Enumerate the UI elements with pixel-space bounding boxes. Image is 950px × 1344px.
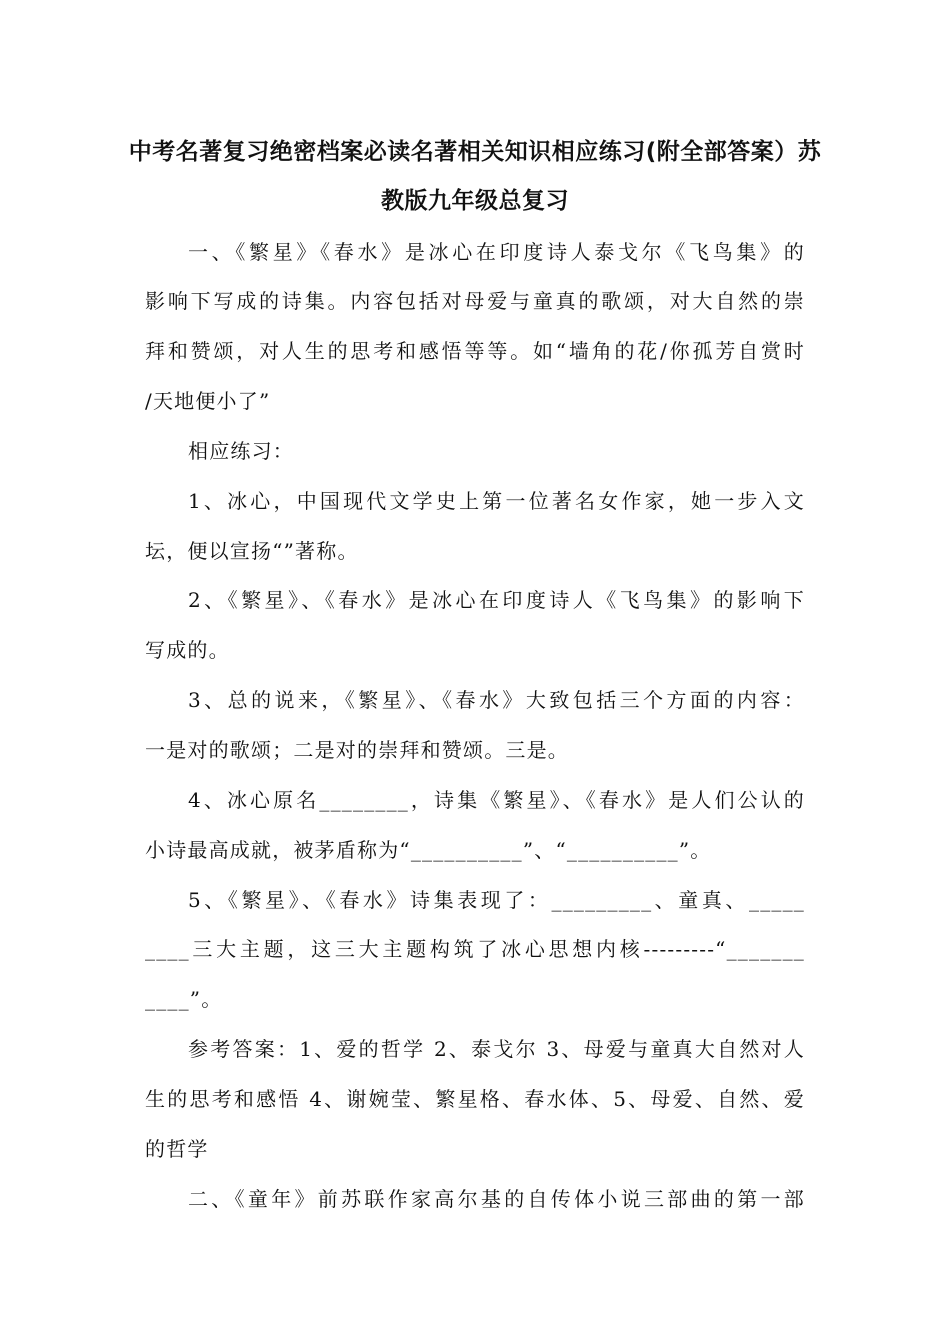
section-1-line-2: 影响下写成的诗集。内容包括对母爱与童真的歌颂，对大自然的崇 bbox=[145, 289, 805, 313]
question-2-line-2: 写成的。 bbox=[145, 638, 230, 662]
question-2-line-1: 2、《繁星》、《春水》是冰心在印度诗人《飞鸟集》的影响下 bbox=[188, 588, 805, 612]
question-1-line-1: 1、冰心，中国现代文学史上第一位著名女作家，她一步入文 bbox=[188, 489, 805, 513]
question-5-line-1: 5、《繁星》、《春水》诗集表现了：_________、童真、_____ bbox=[188, 888, 805, 912]
answers-line-3: 的哲学 bbox=[145, 1137, 209, 1161]
answers-line-1: 参考答案：1、爱的哲学 2、泰戈尔 3、母爱与童真大自然对人 bbox=[188, 1037, 805, 1061]
question-5-line-3: ____”。 bbox=[145, 987, 223, 1011]
section-1-line-3: 拜和赞颂，对人生的思考和感悟等等。如“墙角的花/你孤芳自赏时 bbox=[145, 339, 805, 363]
question-3-line-2: 一是对的歌颂；二是对的崇拜和赞颂。三是。 bbox=[145, 738, 569, 762]
document-title-line-2: 教版九年级总复习 bbox=[381, 188, 569, 214]
exercise-heading: 相应练习： bbox=[188, 439, 294, 463]
section-1-line-1: 一、《繁星》《春水》是冰心在印度诗人泰戈尔《飞鸟集》的 bbox=[188, 240, 805, 264]
answers-line-2: 生的思考和感悟 4、谢婉莹、繁星格、春水体、5、母爱、自然、爱 bbox=[145, 1087, 805, 1111]
question-4-line-2: 小诗最高成就，被茅盾称为“__________”、“__________”。 bbox=[145, 838, 712, 862]
question-1-line-2: 坛，便以宣扬“”著称。 bbox=[145, 539, 359, 563]
question-3-line-1: 3、总的说来，《繁星》、《春水》大致包括三个方面的内容： bbox=[188, 688, 805, 712]
question-4-line-1: 4、冰心原名________，诗集《繁星》、《春水》是人们公认的 bbox=[188, 788, 805, 812]
section-1-line-4: /天地便小了” bbox=[145, 389, 271, 413]
question-5-line-2: ____三大主题，这三大主题构筑了冰心思想内核---------“_______ bbox=[145, 937, 805, 961]
document-title-line-1: 中考名著复习绝密档案必读名著相关知识相应练习(附全部答案）苏 bbox=[128, 139, 822, 165]
section-2-line-1: 二、《童年》前苏联作家高尔基的自传体小说三部曲的第一部 bbox=[188, 1187, 805, 1211]
